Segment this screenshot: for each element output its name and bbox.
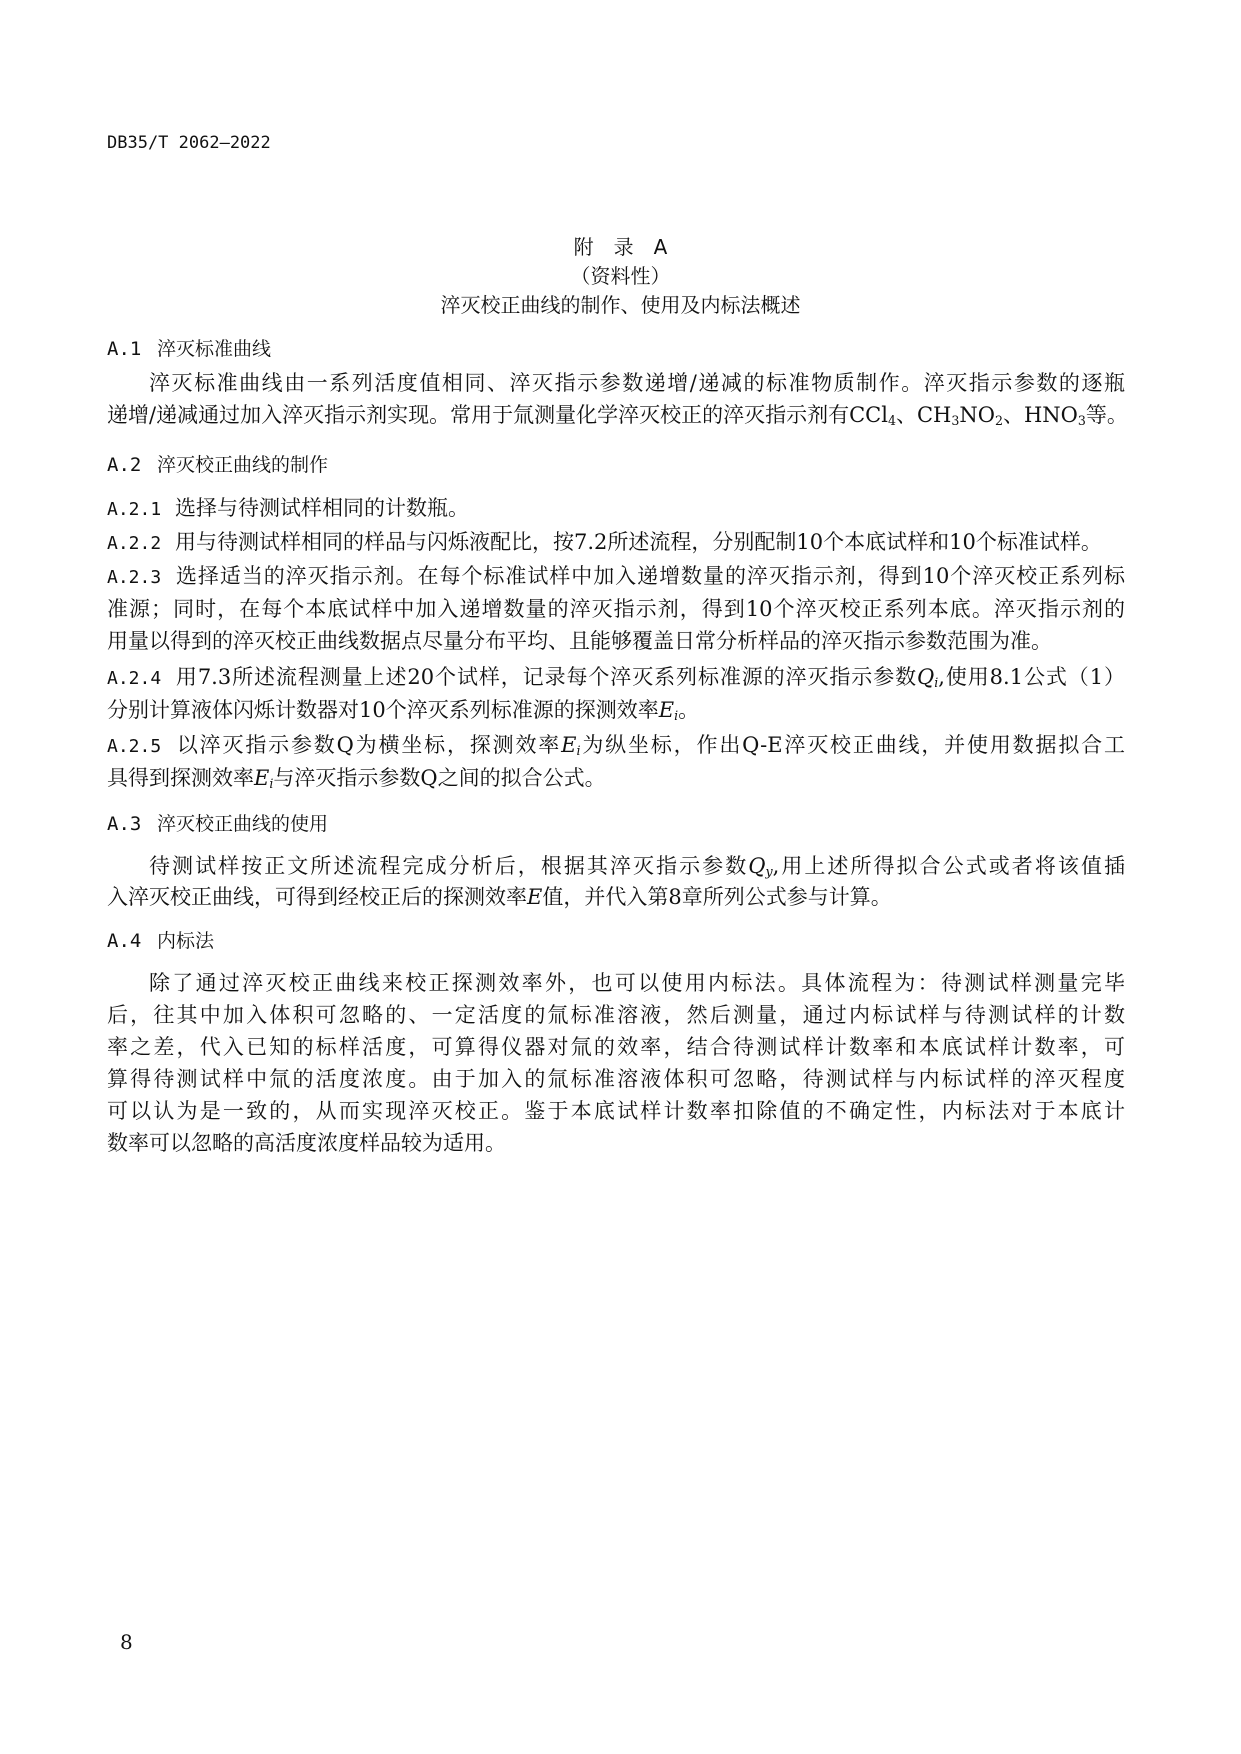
paragraph-line <box>107 1127 1125 1159</box>
clause-line <box>107 560 1125 594</box>
symbol-base: NO <box>959 403 995 427</box>
symbol-base: E <box>658 698 675 722</box>
page-number: 8 <box>120 1630 133 1654</box>
text-run: 算得待测试样中氚的活度浓度。由于加入的氚标准溶液体积可忽略，待测试样与内标试样的淬灭程度 <box>107 1067 1125 1091</box>
chemical-formula <box>917 403 959 427</box>
symbol-base: Q <box>748 854 766 878</box>
chemical-formula <box>849 403 896 427</box>
appendix-title: 淬灭校正曲线的制作、使用及内标法概述 <box>440 293 801 317</box>
chemical-formula <box>1024 403 1086 427</box>
paragraph-line <box>107 1063 1125 1095</box>
symbol-base: E <box>527 885 543 909</box>
symbol-base: E <box>561 733 577 757</box>
subscript: 4 <box>887 413 896 429</box>
document-number-header: DB35/T 2062—2022 <box>107 133 271 153</box>
symbol-base: E <box>254 766 270 790</box>
text-run: 用7.3所述流程测量上述20个试样，记录每个淬灭系列标准源的淬灭指示参数 <box>175 665 918 689</box>
appendix-label: 附 录 A <box>573 235 668 259</box>
section-heading-A-3 <box>107 808 328 840</box>
clause-number: A.2.3 <box>107 567 162 588</box>
text-run: 具得到探测效率 <box>107 766 254 790</box>
symbol-base: CH <box>916 403 952 427</box>
text-run: ,用上述所得拟合公式或者将该值插 <box>772 854 1125 878</box>
text-run: 准源；同时，在每个本底试样中加入递增数量的淬灭指示剂，得到10个淬灭校正系列本底。淬灭指示剂的 <box>107 597 1125 621</box>
text-run: 后，往其中加入体积可忽略的、一定活度的氚标准溶液，然后测量，通过内标试样与待测试样的计数 <box>107 1003 1125 1027</box>
section-heading-A-4 <box>107 925 214 957</box>
clause-line <box>107 729 1125 763</box>
symbol-base: Q <box>917 665 935 689</box>
paragraph-line <box>107 1095 1125 1127</box>
clause-number: A.2.5 <box>107 736 162 757</box>
subscript: i <box>934 675 939 691</box>
clause-line <box>107 526 1125 560</box>
text-run: 选择与待测试样相同的计数瓶。 <box>175 496 469 520</box>
paragraph-line <box>107 881 1125 913</box>
text-run: 递增/递减通过加入淬灭指示剂实现。常用于氚测量化学淬灭校正的淬灭指示剂有 <box>107 403 850 427</box>
paragraph-line <box>107 850 1125 882</box>
subscript: y <box>765 864 773 880</box>
clause-number: A.2.4 <box>107 668 162 689</box>
section-title: 淬灭校正曲线的使用 <box>157 813 329 835</box>
text-run: 与淬灭指示参数Q之间的拟合公式。 <box>273 766 606 790</box>
section-heading-A-2 <box>107 449 328 481</box>
text-run: 等。 <box>1085 403 1128 427</box>
clause-line <box>107 661 1125 695</box>
text-run: 用量以得到的淬灭校正曲线数据点尽量分布平均、且能够覆盖日常分析样品的淬灭指示参数范围为准。 <box>107 629 1052 653</box>
math-symbol <box>527 885 542 909</box>
subscript: 3 <box>951 413 960 429</box>
appendix-nature: （资料性） <box>570 264 671 288</box>
paragraph-line <box>107 967 1125 999</box>
clause-line <box>107 625 1125 657</box>
math-symbol <box>659 698 678 722</box>
section-number: A.4 <box>107 930 142 952</box>
text-run: 以淬灭指示参数Q为横坐标，探测效率 <box>175 733 562 757</box>
paragraph-line <box>107 399 1128 431</box>
section-number: A.3 <box>107 813 142 835</box>
clause-line <box>107 492 1125 526</box>
text-run: 除了通过淬灭校正曲线来校正探测效率外，也可以使用内标法。具体流程为：待测试样测量完毕 <box>149 971 1125 995</box>
subscript: i <box>269 776 274 792</box>
text-run: 数率可以忽略的高活度浓度样品较为适用。 <box>107 1131 506 1155</box>
subscript: 3 <box>1077 413 1086 429</box>
text-run: 、 <box>895 403 917 427</box>
section-number: A.1 <box>107 338 142 360</box>
section-title: 淬灭校正曲线的制作 <box>157 454 329 476</box>
text-run: 。 <box>678 698 700 722</box>
section-number: A.2 <box>107 454 142 476</box>
clause-number: A.2.1 <box>107 499 162 520</box>
clause-line <box>107 762 1125 794</box>
section-heading-A-1 <box>107 333 271 365</box>
text-run: 淬灭标准曲线由一系列活度值相同、淬灭指示参数递增/递减的标准物质制作。淬灭指示参数的逐瓶 <box>149 371 1125 395</box>
text-run: 待测试样按正文所述流程完成分析后，根据其淬灭指示参数 <box>149 854 749 878</box>
text-run: 、 <box>1002 403 1024 427</box>
math-symbol <box>917 665 938 689</box>
text-run: 值，并代入第8章所列公式参与计算。 <box>542 885 892 909</box>
chemical-formula <box>959 403 1003 427</box>
subscript: i <box>674 708 679 724</box>
symbol-base: HNO <box>1023 403 1078 427</box>
math-symbol <box>254 766 273 790</box>
math-symbol <box>561 733 580 757</box>
math-symbol <box>748 854 772 878</box>
subscript: 2 <box>994 413 1003 429</box>
text-run: 分别计算液体闪烁计数器对10个淬灭系列标准源的探测效率 <box>107 698 659 722</box>
clause-line <box>107 694 1125 726</box>
text-run: ,使用8.1公式（1） <box>938 665 1125 689</box>
clause-number: A.2.2 <box>107 533 162 554</box>
subscript: i <box>576 743 581 759</box>
section-title: 内标法 <box>157 930 215 952</box>
text-run: 用与待测试样相同的样品与闪烁液配比，按7.2所述流程，分别配制10个本底试样和10个标准试样。 <box>175 530 1102 554</box>
text-run: 为纵坐标，作出Q-E淬灭校正曲线，并使用数据拟合工 <box>580 733 1125 757</box>
paragraph-line <box>107 999 1125 1031</box>
clause-line <box>107 593 1125 625</box>
paragraph-line <box>107 1031 1125 1063</box>
text-run: 选择适当的淬灭指示剂。在每个标准试样中加入递增数量的淬灭指示剂，得到10个淬灭校正系列标 <box>175 564 1125 588</box>
symbol-base: CCl <box>849 403 888 427</box>
text-run: 率之差，代入已知的标样活度，可算得仪器对氚的效率，结合待测试样计数率和本底试样计数率，可 <box>107 1035 1125 1059</box>
text-run: 入淬灭校正曲线，可得到经校正后的探测效率 <box>107 885 527 909</box>
paragraph-line <box>107 367 1125 399</box>
text-run: 可以认为是一致的，从而实现淬灭校正。鉴于本底试样计数率扣除值的不确定性，内标法对于本底计 <box>107 1099 1125 1123</box>
section-title: 淬灭标准曲线 <box>157 338 272 360</box>
